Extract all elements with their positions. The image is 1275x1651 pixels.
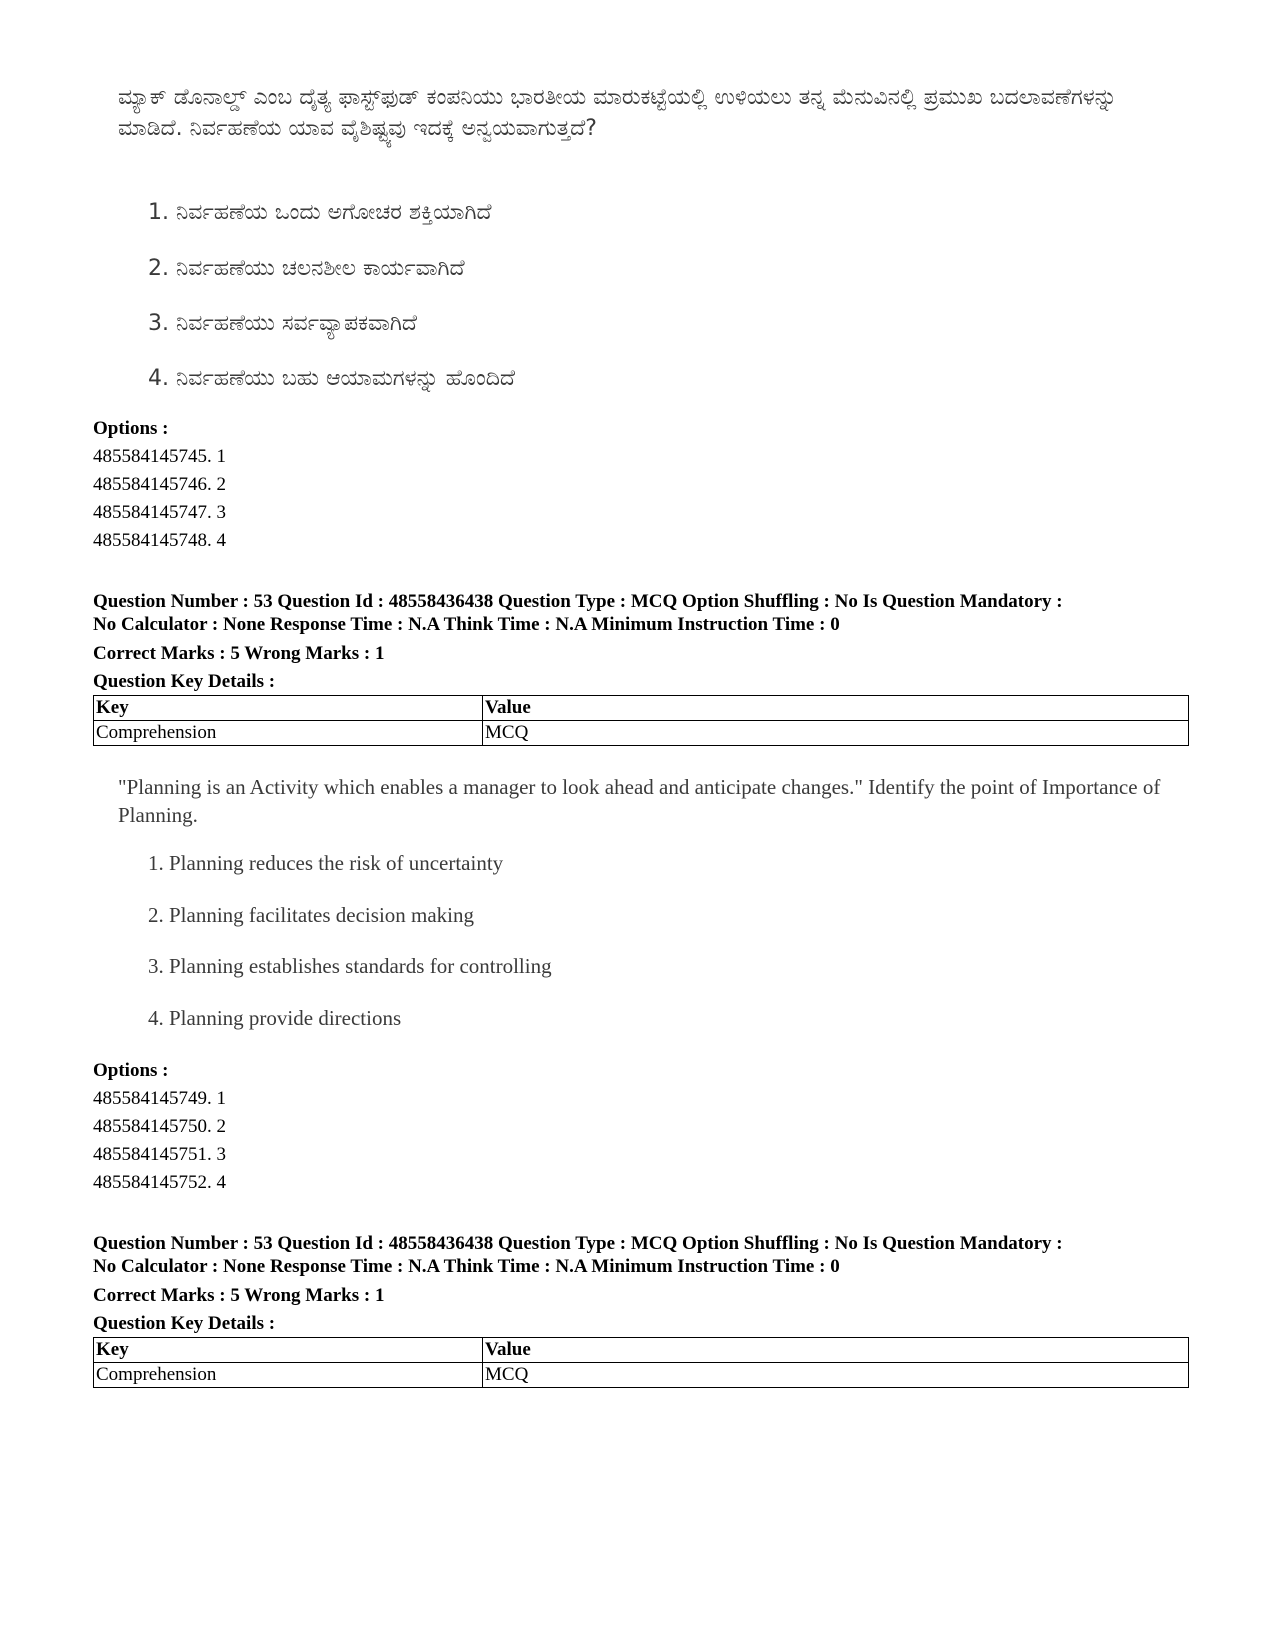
- marks-line: Correct Marks : 5 Wrong Marks : 1: [93, 1285, 385, 1306]
- table-cell-value: MCQ: [483, 1363, 1189, 1388]
- table-header-value: Value: [483, 696, 1189, 721]
- question-choice-2: 2. Planning facilitates decision making: [148, 903, 475, 927]
- question-choice-4: 4. Planning provide directions: [148, 1006, 402, 1030]
- options-label: Options :: [93, 418, 169, 439]
- key-details-heading: Question Key Details :: [93, 671, 276, 692]
- option-item: 485584145745. 1: [93, 446, 226, 467]
- table-header-key: Key: [94, 696, 483, 721]
- question-choice-4: 4. ನಿರ್ವಹಣೆಯು ಬಹು ಆಯಾಮಗಳನ್ನು ಹೊಂದಿದೆ: [148, 366, 515, 391]
- question-meta-line1: Question Number : 53 Question Id : 48558436438 Question Type : MCQ Option Shuffling : No Is Question Mandatory :: [93, 1233, 1063, 1254]
- table-row: [94, 721, 1189, 746]
- question-meta: [93, 590, 1193, 696]
- question-meta: [93, 1232, 1193, 1338]
- options-list: [93, 415, 1193, 555]
- table-header-key: Key: [94, 1338, 483, 1363]
- key-details-table: [93, 695, 1189, 746]
- question-meta-line2: No Calculator : None Response Time : N.A Think Time : N.A Minimum Instruction Time : 0: [93, 614, 840, 635]
- table-cell-key: Comprehension: [94, 1363, 483, 1388]
- options-label: Options :: [93, 1060, 169, 1081]
- question-image-english: [118, 773, 1178, 1030]
- question-choice-1: 1. ನಿರ್ವಹಣೆಯ ಒಂದು ಅಗೋಚರ ಶಕ್ತಿಯಾಗಿದೆ: [148, 200, 492, 225]
- question-meta-line2: No Calculator : None Response Time : N.A Think Time : N.A Minimum Instruction Time : 0: [93, 1256, 840, 1277]
- question-choice-2: 2. ನಿರ್ವಹಣೆಯು ಚಲನಶೀಲ ಕಾರ್ಯವಾಗಿದೆ: [148, 256, 465, 281]
- option-item: 485584145748. 4: [93, 530, 226, 551]
- marks-line: Correct Marks : 5 Wrong Marks : 1: [93, 643, 385, 664]
- question-choice-3: 3. Planning establishes standards for controlling: [148, 954, 552, 978]
- question-choice-3: 3. ನಿರ್ವಹಣೆಯು ಸರ್ವವ್ಯಾಪಕವಾಗಿದೆ: [148, 311, 417, 336]
- key-details-heading: Question Key Details :: [93, 1313, 276, 1334]
- question-meta-line1: Question Number : 53 Question Id : 48558436438 Question Type : MCQ Option Shuffling : No Is Question Mandatory :: [93, 591, 1063, 612]
- question-stem: ಮ್ಯಾಕ್ ಡೊನಾಲ್ಡ್ ಎಂಬ ದೈತ್ಯ ಫಾಸ್ಟ್‌ಫುಡ್ ಕಂಪನಿಯು ಭಾರತೀಯ ಮಾರುಕಟ್ಟೆಯಲ್ಲಿ ಉಳಿಯಲು ತನ್ನ ಮೆನುವಿನಲ್ಲಿ ಪ್ರಮುಖ ಬದಲಾವಣೆಗಳನ್ನು ಮಾಡಿದೆ. ನಿರ್ವಹಣೆಯ ಯಾವ ವೈಶಿಷ್ಟ್ಯವು ಇದಕ್ಕೆ ಅನ್ವಯವಾಗುತ್ತದೆ?: [118, 85, 1117, 141]
- key-details-table: [93, 1337, 1189, 1388]
- option-item: 485584145751. 3: [93, 1144, 226, 1165]
- option-item: 485584145747. 3: [93, 502, 226, 523]
- table-cell-key: Comprehension: [94, 721, 483, 746]
- table-header-row: [94, 1338, 1189, 1363]
- table-row: [94, 1363, 1189, 1388]
- option-item: 485584145746. 2: [93, 474, 226, 495]
- question-image-kannada: [118, 82, 1178, 391]
- table-header-row: [94, 696, 1189, 721]
- option-item: 485584145750. 2: [93, 1116, 226, 1137]
- table-cell-value: MCQ: [483, 721, 1189, 746]
- options-list: [93, 1057, 1193, 1197]
- question-stem: "Planning is an Activity which enables a manager to look ahead and anticipate changes." Identify the point of Importance of Planning.: [118, 775, 1161, 827]
- option-item: 485584145749. 1: [93, 1088, 226, 1109]
- option-item: 485584145752. 4: [93, 1172, 226, 1193]
- question-choice-1: 1. Planning reduces the risk of uncertainty: [148, 851, 504, 875]
- table-header-value: Value: [483, 1338, 1189, 1363]
